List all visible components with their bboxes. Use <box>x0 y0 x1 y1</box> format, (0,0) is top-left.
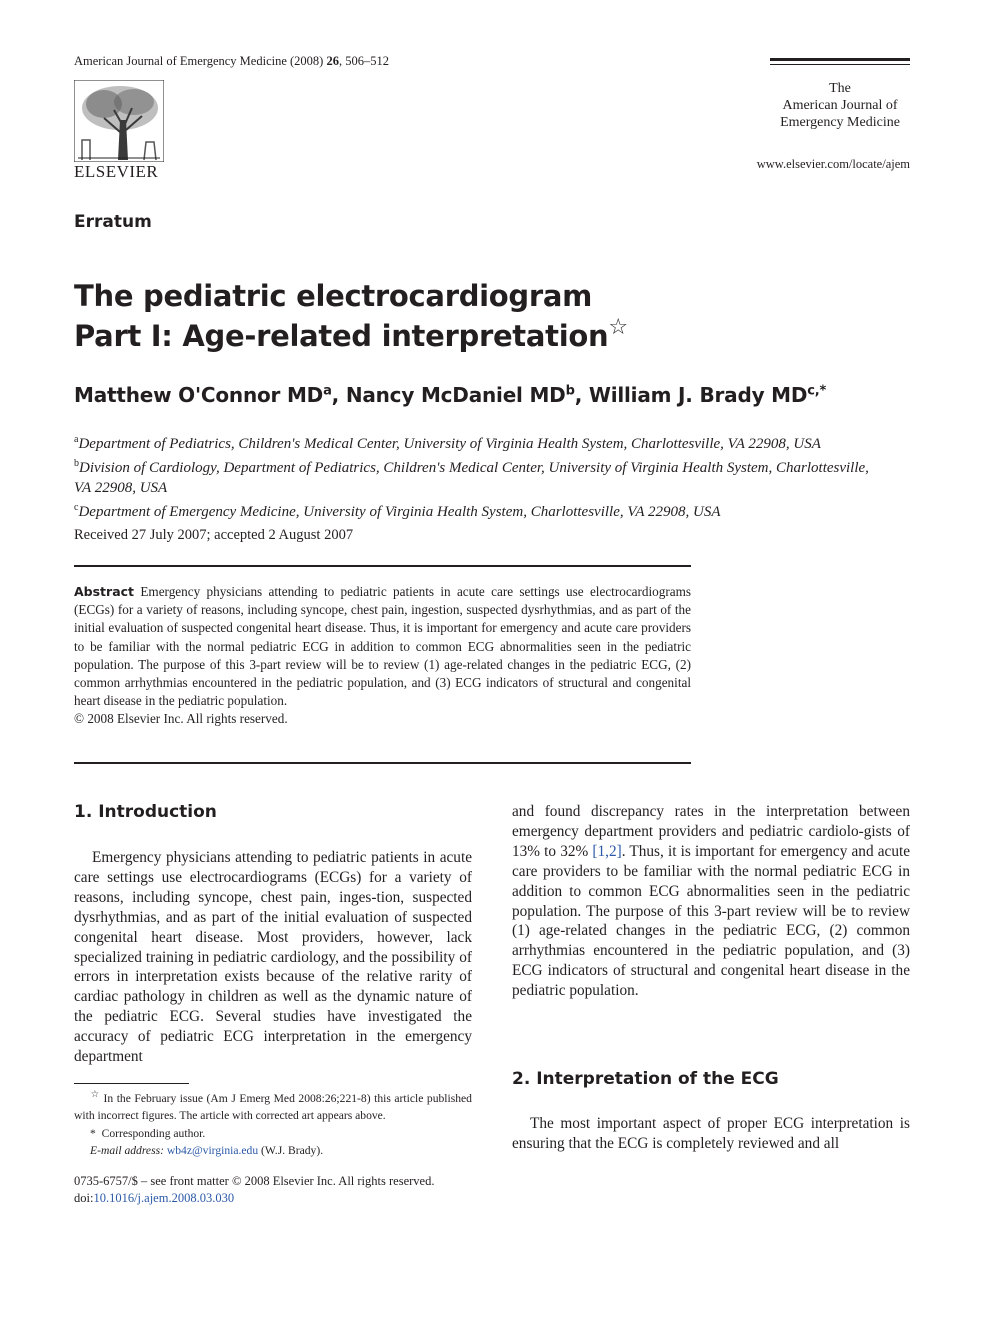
footnote-text: Corresponding author. <box>101 1126 206 1140</box>
footnotes <box>74 1086 472 1160</box>
email-suffix: (W.J. Brady). <box>258 1144 324 1158</box>
doi-line <box>74 1190 494 1207</box>
elsevier-wordmark: ELSEVIER <box>74 162 159 181</box>
abstract-text: Emergency physicians attending to pediatric patients in acute care settings use electrocardiograms (ECGs) for a variety of reasons, including syncope, chest pain, ingestion, suspected dysrhythmias, and as part of the initial evaluation of suspected congenital heart disease. Thus, it is important for emergency and acute care providers to be familiar with the normal pediatric ECG in addition to common ECG abnormalities seen in the pediatric population. The purpose of this 3-part review will be to review (1) age-related changes in the pediatric ECG, (2) common arrhythmias encountered in the pediatric population, and (3) ECG indicators of structural and congenital heart disease in the pediatric population. <box>74 584 691 709</box>
journal-title-line: Emergency Medicine <box>780 115 900 130</box>
affiliation-text: Division of Cardiology, Department of Pediatrics, Children's Medical Center, University of Virginia Health System, Charlottesville, VA 22908, USA <box>74 460 869 496</box>
doi-link[interactable]: 10.1016/j.ajem.2008.03.030 <box>93 1191 235 1205</box>
abstract <box>74 583 691 729</box>
footnote-item <box>74 1125 472 1143</box>
section-label: Erratum <box>74 212 152 232</box>
introduction-paragraph-continued <box>512 802 910 1001</box>
affiliation-mark: c <box>74 502 79 513</box>
journal-title-line: The <box>829 81 851 96</box>
body-text: Emergency physicians attending to pediatric patients in acute care settings use electrocardiograms (ECGs) for a variety of reasons, including syncope, chest pain, inges-tion, suspected dysrhythmias, and as part of the initial evaluation of suspected congenital heart disease. Most providers, however, lack specialized training in pediatric cardiology, and the possibility of errors in interpretation exists because of the relative rarity of cardiac pathology in children as well as the dynamic nature of the pediatric ECG. Several studies have investigated the accuracy of pediatric ECG interpretation in the emergency department <box>74 849 472 1066</box>
title-line: Part I: Age-related interpretation <box>74 319 609 353</box>
affiliation-text: Department of Pediatrics, Children's Medical Center, University of Virginia Health System, Charlottesville, VA 22908, USA <box>78 436 821 452</box>
elsevier-tree-icon <box>74 80 164 162</box>
journal-url[interactable]: www.elsevier.com/locate/ajem <box>756 157 910 171</box>
received-dates: Received 27 July 2007; accepted 2 August 2007 <box>74 527 354 543</box>
journal-title-rule-thick <box>770 58 910 61</box>
doi-label: doi: <box>74 1191 94 1205</box>
footnote-star-icon: ☆ <box>90 1089 100 1100</box>
author-list: Matthew O'Connor $MD^a$, Nancy McDaniel $MD^b$, William J. Brady $MD^{c,*}$ <box>74 383 827 407</box>
title-footnote-star-icon[interactable]: ☆ <box>608 315 628 340</box>
author-affiliation-mark[interactable]: c,* <box>807 383 827 399</box>
journal-title-rule-thin <box>770 64 910 65</box>
section-heading-interpretation: 2. Interpretation of the ECG <box>512 1069 779 1089</box>
citation-prefix: American Journal of Emergency Medicine (2008) <box>74 54 327 68</box>
affiliation-mark: b <box>74 458 79 469</box>
journal-citation <box>74 54 389 69</box>
affiliation-mark: a <box>74 434 79 445</box>
journal-title-block <box>770 80 910 131</box>
email-link[interactable]: wb4z@virginia.edu <box>166 1144 259 1158</box>
reference-link[interactable]: [1,2] <box>592 842 622 860</box>
title-line: The pediatric electrocardiogram <box>74 279 593 313</box>
abstract-rule-bottom <box>74 762 691 764</box>
body-text: . Thus, it is important for emergency and acute care providers to be familiar with the normal pediatric ECG in addition to common ECG abnormalities seen in the pediatric population. The purpose of this 3-part review will be to review (1) age-related changes in the pediatric ECG, (2) common arrhythmias encountered in the pediatric population, and (3) ECG indicators of structural and congenital heart disease in the pediatric population. <box>512 842 911 1000</box>
author-name: Nancy McDaniel MD <box>345 383 566 407</box>
footnote-asterisk: * <box>90 1126 96 1140</box>
affiliations <box>74 430 914 522</box>
author-affiliation-mark[interactable]: a <box>323 383 332 399</box>
author-name: William J. Brady MD <box>588 383 808 407</box>
copyright: © 2008 Elsevier Inc. All rights reserved. <box>74 711 288 727</box>
elsevier-logo <box>74 80 164 182</box>
author-name: Matthew O'Connor MD <box>74 383 324 407</box>
affiliation-item <box>74 454 874 498</box>
footnote-item <box>74 1086 472 1125</box>
body-text: The most important aspect of proper ECG interpretation is ensuring that the ECG is completely reviewed and all <box>512 1115 910 1152</box>
affiliation-item <box>74 430 914 454</box>
footnote-rule <box>74 1083 189 1084</box>
abstract-rule-top <box>74 565 691 567</box>
section-heading-introduction: 1. Introduction <box>74 802 217 822</box>
journal-title-line: American Journal of <box>782 98 898 113</box>
footnote-text: In the February issue (Am J Emerg Med 2008:26;221-8) this article published with incorrect figures. The article with corrected art appears above. <box>74 1091 472 1123</box>
article-title <box>74 276 628 356</box>
introduction-paragraph <box>74 848 472 1067</box>
footnote-item <box>74 1142 472 1160</box>
affiliation-text: Department of Emergency Medicine, University of Virginia Health System, Charlottesville, VA 22908, USA <box>78 504 721 520</box>
abstract-label: Abstract <box>74 584 135 599</box>
email-label: E-mail address: <box>90 1144 164 1158</box>
citation-pages: , 506–512 <box>338 54 389 68</box>
issn-line: 0735-6757/$ – see front matter © 2008 Elsevier Inc. All rights reserved. <box>74 1174 435 1188</box>
front-matter <box>74 1173 494 1207</box>
body-text: and found discrepancy rates in the interpretation between emergency department providers and pediatric cardiolo-gists of 13% to 32% <box>512 803 910 860</box>
interpretation-paragraph <box>512 1114 910 1154</box>
author-affiliation-mark[interactable]: b <box>565 383 575 399</box>
affiliation-item <box>74 498 914 522</box>
citation-volume: 26 <box>326 54 339 68</box>
